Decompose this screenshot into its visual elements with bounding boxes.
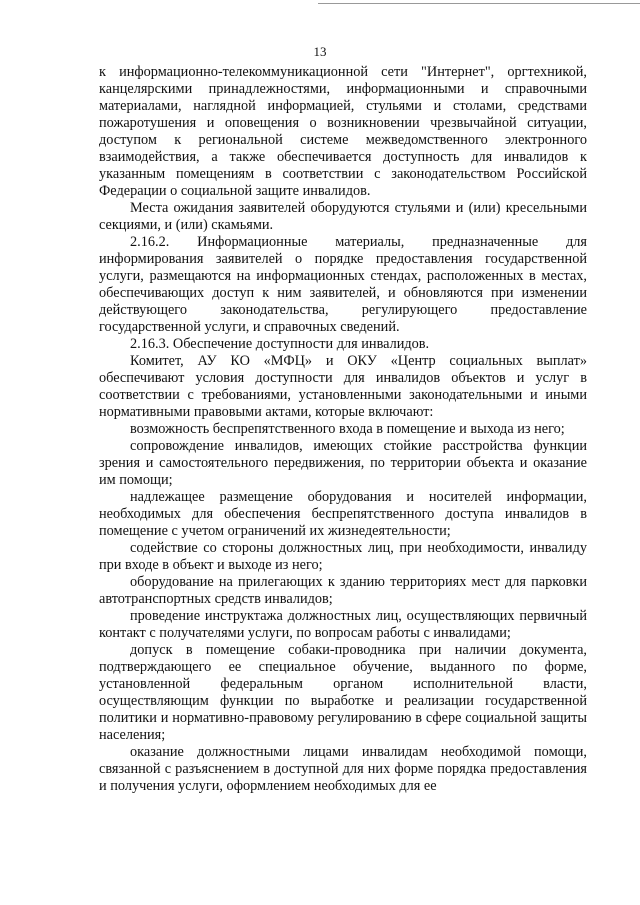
paragraph-2-16-3: 2.16.3. Обеспечение доступности для инвалидов. (130, 336, 430, 352)
paragraph-2-16-2: 2.16.2. Информационные материалы, предназначенные для информирования заявителей о порядке предоставления государственной услуги, размещаются на информационных стендах, расположенных в местах, обеспечивающих доступ к ним заявителей, и обновляются при изменении действующего законодательства, регулирующего предоставление государственной услуги, и справочных сведений. (99, 234, 587, 335)
document-body (99, 64, 587, 795)
paragraph-waiting-places: Места ожидания заявителей оборудуются стульями и (или) кресельными секциями, и (или) скамьями. (99, 200, 587, 233)
list-item-escort: сопровождение инвалидов, имеющих стойкие расстройства функции зрения и самостоятельного передвижения, по территории объекта и оказание им помощи; (99, 438, 587, 488)
list-item-assistance-entry: содействие со стороны должностных лиц, при необходимости, инвалиду при входе в объект и выходе из него; (99, 540, 587, 573)
paragraph-equipment: к информационно-телекоммуникационной сети "Интернет", оргтехникой, канцелярскими принадлежностями, информационными и справочными материалами, наглядной информацией, стульями и столами, средствами пожаротушения и оповещения о возникновении чрезвычайной ситуации, доступом к региональной системе межведомственного электронного взаимодействия, а также обеспечивается доступность для инвалидов к указанным помещениям в соответствии с законодательством Российской Федерации о социальной защите инвалидов. (99, 64, 587, 199)
list-item-equipment-placement: надлежащее размещение оборудования и носителей информации, необходимых для обеспечения беспрепятственного доступа инвалидов в помещение с учетом ограничений их жизнедеятельности; (99, 489, 587, 539)
page-number: 13 (313, 44, 327, 59)
list-item-entry-exit: возможность беспрепятственного входа в помещение и выхода из него; (130, 421, 565, 437)
top-edge-line (318, 3, 640, 4)
list-item-guide-dog: допуск в помещение собаки-проводника при наличии документа, подтверждающего ее специальное обучение, выданного по форме, установленной федеральным органом исполнительной власти, осуществляющим функции по выработке и реализации государственной политики и нормативно-правовому регулированию в сфере социальной защиты населения; (99, 642, 587, 743)
list-item-staff-help: оказание должностными лицами инвалидам необходимой помощи, связанной с разъяснением в доступной для них форме порядка предоставления и получения услуги, оформлением необходимых для ее (99, 744, 587, 794)
list-item-parking: оборудование на прилегающих к зданию территориях мест для парковки автотранспортных средств инвалидов; (99, 574, 587, 607)
paragraph-accessibility-intro: Комитет, АУ КО «МФЦ» и ОКУ «Центр социальных выплат» обеспечивают условия доступности для инвалидов объектов и услуг в соответствии с требованиями, установленными законодательными и иными нормативными правовыми актами, которые включают: (99, 353, 587, 420)
list-item-staff-briefing: проведение инструктажа должностных лиц, осуществляющих первичный контакт с получателями услуги, по вопросам работы с инвалидами; (99, 608, 587, 641)
